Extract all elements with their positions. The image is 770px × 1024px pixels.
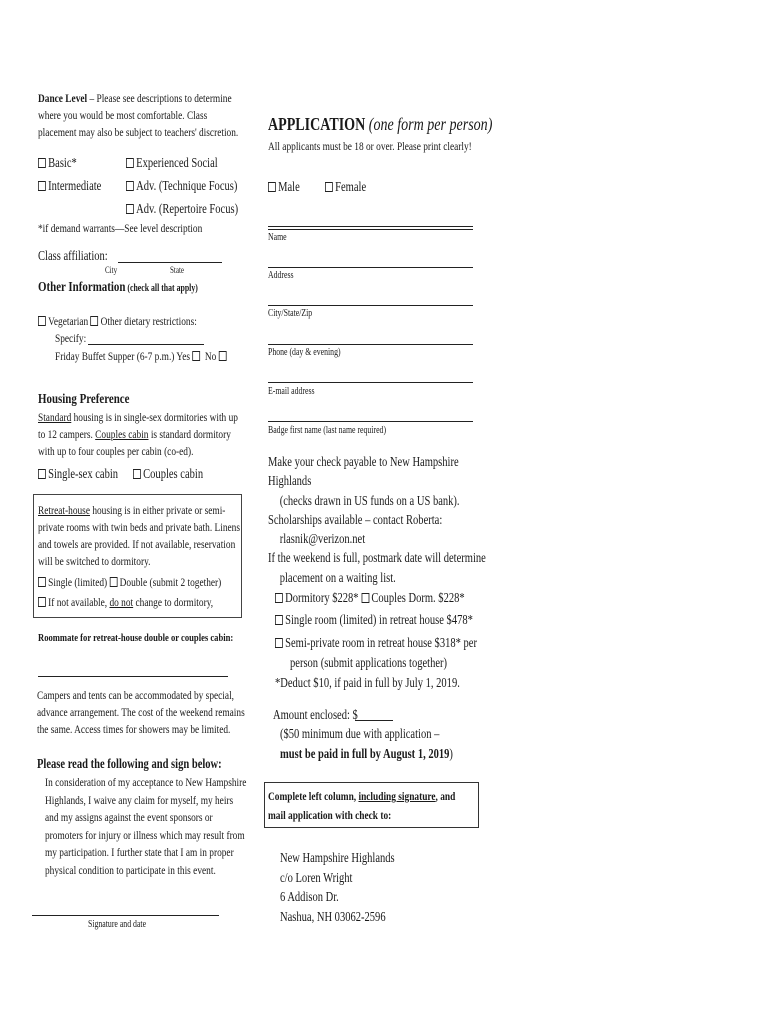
basic-checkbox[interactable] (38, 158, 46, 168)
if-not-available-checkbox[interactable] (38, 597, 46, 607)
couples-dorm-label: Couples Dorm. $228* (371, 590, 465, 605)
waiver-text: In consideration of my acceptance to New Hampshire (45, 775, 247, 789)
campers-text: Campers and tents can be accommodated by special, (37, 688, 235, 702)
couples-cabin-label: Couples cabin (143, 466, 204, 481)
double-checkbox[interactable] (109, 577, 117, 587)
if-not-available-text: If not available, (48, 595, 110, 609)
retreat-house-word: Retreat-house (38, 503, 90, 517)
specify-label: Specify: (55, 331, 87, 345)
buffet-no-checkbox[interactable] (219, 351, 227, 361)
vegetarian-label: Vegetarian (48, 314, 89, 328)
phone-label: Phone (day & evening) (268, 347, 341, 358)
dance-level-heading: Dance Level (38, 91, 88, 105)
single-limited-checkbox[interactable] (38, 577, 46, 587)
standard-word: Standard (38, 410, 72, 424)
adv-technique-checkbox[interactable] (126, 181, 134, 191)
campers-note (37, 687, 312, 738)
address-line: 6 Addison Dr. (280, 889, 339, 904)
badge-name-label: Badge first name (last name required) (268, 425, 387, 436)
roommate-label: Roommate for retreat-house double or couples cabin: (38, 632, 234, 644)
specify-line[interactable] (88, 344, 204, 345)
amount-close-paren: ) (449, 746, 453, 761)
double-label: Double (submit 2 together) (119, 575, 222, 589)
waiver-text: Highlands, I waive any claim for myself, my heirs (45, 792, 234, 807)
waiver-heading: Please read the following and sign below: (37, 756, 222, 771)
housing-text: housing is in single-sex dormitories with up (71, 410, 238, 424)
city-label: City (105, 265, 118, 275)
amount-label: Amount enclosed: $ (273, 707, 358, 722)
deduct-note: *Deduct $10, if paid in full by July 1, 2019. (275, 675, 460, 690)
payment-text: If the weekend is full, postmark date will determine (268, 550, 486, 566)
male-label: Male (278, 179, 300, 194)
dormitory-checkbox[interactable] (275, 593, 283, 603)
retreat-text: and towels are provided. If not available, reservation (38, 537, 236, 551)
dance-level-desc: – Please see descriptions to determine (87, 91, 232, 105)
application-subtitle: (one form per person) (365, 114, 493, 134)
single-room-label: Single room (limited) in retreat house $478* (285, 612, 473, 627)
single-sex-cabin-label: Single-sex cabin (48, 466, 119, 481)
amount-paid-by: must be paid in full by August 1, 2019 (280, 746, 450, 761)
option-label: Adv. (Technique Focus) (136, 178, 238, 193)
amount-field[interactable] (355, 720, 393, 721)
other-dietary-checkbox[interactable] (91, 316, 99, 326)
name-label: Name (268, 232, 287, 243)
payment-text: Scholarships available – contact Roberta: (268, 511, 443, 527)
other-info-heading: Other Information (38, 280, 126, 295)
other-info-subheading: (check all that apply) (125, 283, 198, 294)
housing-heading: Housing Preference (38, 392, 130, 407)
single-room-checkbox[interactable] (275, 615, 283, 625)
badge-name-field[interactable] (268, 421, 473, 422)
amount-minimum: ($50 minimum due with application – (280, 726, 440, 741)
female-label: Female (335, 179, 367, 194)
buffet-label: Friday Buffet Supper (6-7 p.m.) Yes (55, 349, 191, 363)
complete-text: Complete left column, (268, 789, 359, 803)
single-limited-label: Single (limited) (48, 575, 108, 589)
housing-text: with up to four couples per cabin (co-ed). (38, 444, 194, 458)
address-line: Nashua, NH 03062-2596 (280, 908, 386, 924)
couples-dorm-checkbox[interactable] (361, 593, 369, 603)
address-line: c/o Loren Wright (280, 869, 353, 885)
do-not-word: do not (109, 595, 134, 609)
other-dietary-label: Other dietary restrictions: (100, 314, 197, 328)
vegetarian-checkbox[interactable] (38, 316, 46, 326)
state-label: State (170, 265, 185, 275)
intermediate-checkbox[interactable] (38, 181, 46, 191)
waiver-text: my participation. I further state that I am in proper (45, 845, 234, 860)
housing-text: to 12 campers. (38, 427, 96, 441)
payment-text: placement on a waiting list. (279, 569, 396, 585)
buffet-no-label: No (204, 349, 217, 363)
phone-field[interactable] (268, 344, 473, 345)
adv-repertoire-checkbox[interactable] (126, 204, 134, 214)
single-sex-cabin-checkbox[interactable] (38, 469, 46, 479)
complete-text: mail application with check to: (268, 808, 392, 822)
address-line: New Hampshire Highlands (280, 850, 395, 865)
dance-level-desc: placement may also be subject to teachers' discretion. (38, 125, 239, 139)
if-not-available-text: change to dormitory, (133, 595, 214, 609)
city-state-zip-field[interactable] (268, 305, 473, 306)
including-signature: including signature (358, 789, 436, 803)
housing-text: is standard dormitory (148, 427, 231, 441)
semi-private-note: person (submit applications together) (290, 655, 448, 670)
option-label: Adv. (Repertoire Focus) (136, 201, 239, 216)
couples-cabin-word: Couples cabin (95, 427, 149, 441)
scholarship-email: rlasnik@verizon.net (279, 531, 366, 547)
campers-text: advance arrangement. The cost of the weekend remains (37, 705, 245, 719)
retreat-text: will be switched to dormitory. (38, 554, 151, 568)
waiver-text: promoters for injury or illness which may result from (45, 827, 245, 842)
address-field[interactable] (268, 267, 473, 268)
email-label: E-mail address (268, 386, 315, 397)
dance-level-desc: where you would be most comfortable. Class (38, 108, 208, 122)
city-state-zip-label: City/State/Zip (268, 308, 313, 319)
option-label: Intermediate (48, 178, 102, 193)
class-affiliation-label: Class affiliation: (38, 248, 108, 263)
campers-text: the same. Access times for showers may be limited. (37, 722, 231, 736)
semi-private-checkbox[interactable] (275, 638, 283, 648)
buffet-yes-checkbox[interactable] (192, 351, 200, 361)
payment-text: Make your check payable to New Hampshire Highlands (268, 454, 459, 489)
retreat-text: private rooms with twin beds and private bath. Linens (38, 520, 240, 534)
mailing-address (280, 848, 480, 926)
payment-text: (checks drawn in US funds on a US bank). (279, 492, 460, 508)
waiver-text: and my assigns against the event sponsors or (45, 810, 213, 825)
address-label: Address (268, 270, 294, 281)
name-field[interactable] (268, 229, 473, 230)
email-field[interactable] (268, 382, 473, 383)
option-label: Experienced Social (136, 155, 218, 170)
female-checkbox[interactable] (325, 182, 333, 192)
signature-label: Signature and date (88, 919, 147, 930)
signature-line[interactable] (32, 915, 219, 916)
male-checkbox[interactable] (268, 182, 276, 192)
waiver-text: physical condition to participate in this event. (45, 862, 216, 877)
option-label: Basic* (48, 155, 77, 170)
dormitory-label: Dormitory $228* (285, 590, 359, 605)
roommate-line[interactable] (38, 676, 228, 677)
semi-private-label: Semi-private room in retreat house $318* per (285, 635, 477, 650)
application-title: APPLICATION (268, 114, 366, 134)
complete-text: , and (435, 789, 456, 803)
applicant-instructions: All applicants must be 18 or over. Please print clearly! (268, 139, 472, 153)
retreat-text: housing is in either private or semi- (89, 503, 226, 517)
experienced-social-checkbox[interactable] (126, 158, 134, 168)
dance-level-footnote: *if demand warrants—See level description (38, 221, 203, 235)
class-affiliation-line[interactable] (118, 262, 222, 263)
name-line-top (268, 226, 473, 227)
couples-cabin-checkbox[interactable] (133, 469, 141, 479)
